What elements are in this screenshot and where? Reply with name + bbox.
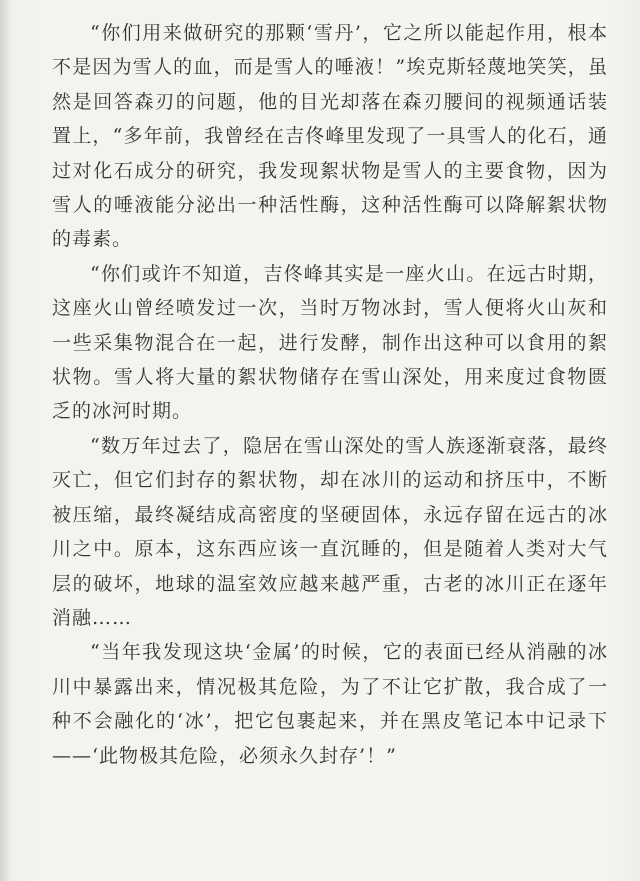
paragraph-3: “数万年过去了，隐居在雪山深处的雪人族逐渐衰落，最终灭亡，但它们封存的絮状物，却在冰川的运动和挤压中，不断被压缩，最终凝结成高密度的坚硬固体，永远存留在远古的冰川之中。原本，这东西应该一直沉睡的，但是随着人类对大气层的破坏，地球的温室效应越来越严重，古老的冰川正在逐年消融…… <box>52 434 608 629</box>
page-edge-shadow <box>0 0 12 881</box>
page-body <box>52 16 608 773</box>
paragraph-2: “你们或许不知道，吉佟峰其实是一座火山。在远古时期，这座火山曾经喷发过一次，当时万物冰封，雪人便将火山灰和一些采集物混合在一起，进行发酵，制作出这种可以食用的絮状物。雪人将大量的絮状物储存在雪山深处，用来度过食物匮乏的冰河时期。 <box>52 262 608 423</box>
paragraph-1: “你们用来做研究的那颗‘雪丹’，它之所以能起作用，根本不是因为雪人的血，而是雪人的唾液！”埃克斯轻蔑地笑笑，虽然是回答森刃的问题，他的目光却落在森刃腰间的视频通话装置上，“多年前，我曾经在吉佟峰里发现了一具雪人的化石，通过对化石成分的研究，我发现絮状物是雪人的主要食物，因为雪人的唾液能分泌出一种活性酶，这种活性酶可以降解絮状物的毒素。 <box>52 22 608 251</box>
paragraph-4: “当年我发现这块‘金属’的时候，它的表面已经从消融的冰川中暴露出来，情况极其危险，为了不让它扩散，我合成了一种不会融化的‘冰’，把它包裹起来，并在黑皮笔记本中记录下——‘此物极其危险，必须永久封存’！” <box>52 641 608 767</box>
